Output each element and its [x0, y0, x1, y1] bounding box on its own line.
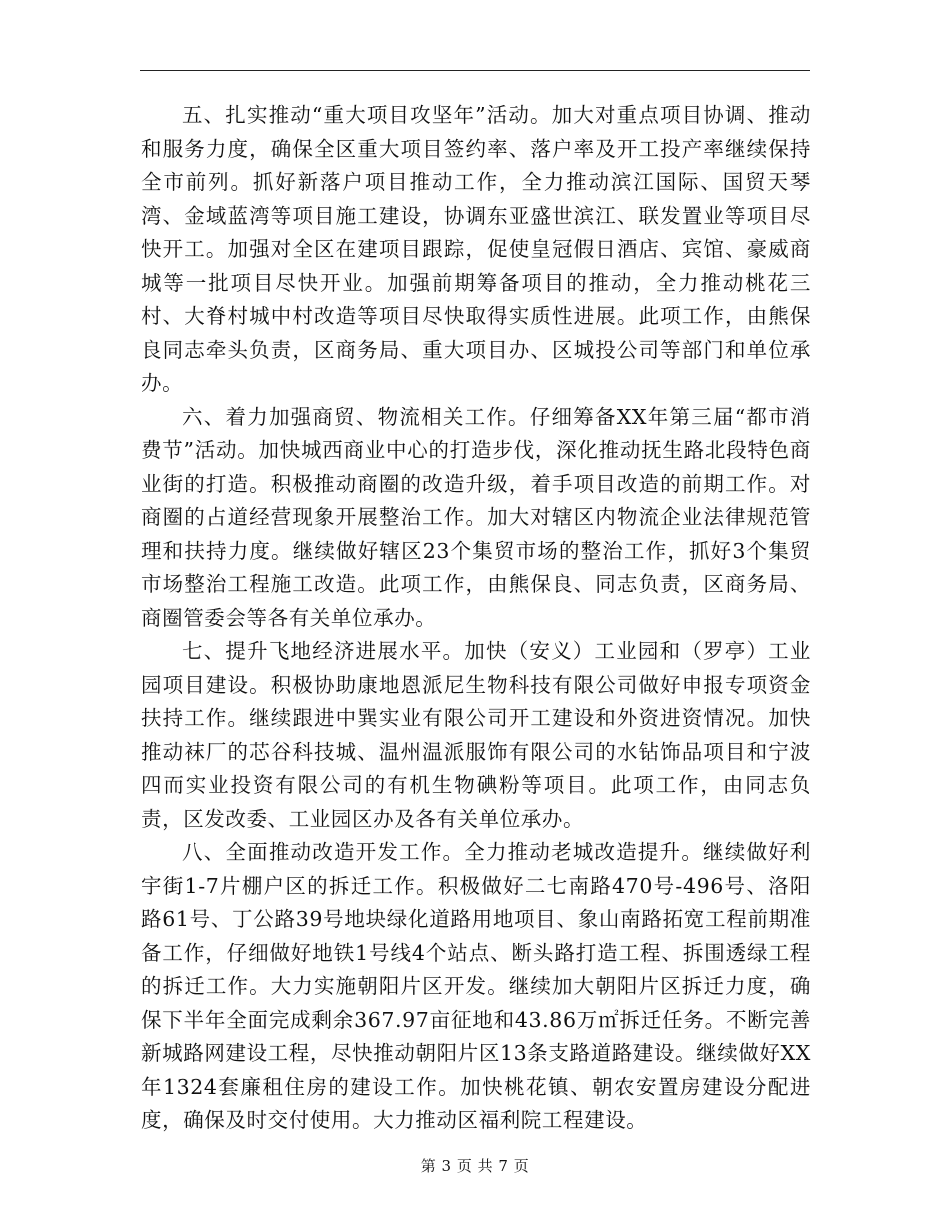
document-body	[141, 99, 811, 1138]
paragraph-7: 七、提升飞地经济进展水平。加快（安义）工业园和（罗亭）工业园项目建设。积极协助康地恩派尼生物科技有限公司做好申报专项资金扶持工作。继续跟进中巽实业有限公司开工建设和外资进资情况。加快推动袜厂的芯谷科技城、温州温派服饰有限公司的水钻饰品项目和宁波四而实业投资有限公司的有机生物碘粉等项目。此项工作，由同志负责，区发改委、工业园区办及各有关单位承办。	[141, 639, 811, 831]
page-number: 第 3 页 共 7 页	[420, 1157, 530, 1175]
page-footer	[0, 1155, 950, 1176]
header-rule	[140, 70, 810, 71]
paragraph-8: 八、全面推动改造开发工作。全力推动老城改造提升。继续做好利宇街1-7片棚户区的拆迁工作。积极做好二七南路470号-496号、洛阳路61号、丁公路39号地块绿化道路用地项目、象山南路拓宽工程前期准备工作，仔细做好地铁1号线4个站点、断头路打造工程、拆围透绿工程的拆迁工作。大力实施朝阳片区开发。继续加大朝阳片区拆迁力度，确保下半年全面完成剩余367.97亩征地和43.86万㎡拆迁任务。不断完善新城路网建设工程，尽快推动朝阳片区13条支路道路建设。继续做好XX年1324套廉租住房的建设工作。加快桃花镇、朝农安置房建设分配进度，确保及时交付使用。大力推动区福利院工程建设。	[141, 840, 811, 1132]
paragraph-5: 五、扎实推动“重大项目攻坚年”活动。加大对重点项目协调、推动和服务力度，确保全区重大项目签约率、落户率及开工投产率继续保持全市前列。抓好新落户项目推动工作，全力推动滨江国际、国贸天琴湾、金域蓝湾等项目施工建设，协调东亚盛世滨江、联发置业等项目尽快开工。加强对全区在建项目跟踪，促使皇冠假日酒店、宾馆、豪威商城等一批项目尽快开业。加强前期筹备项目的推动，全力推动桃花三村、大脊村城中村改造等项目尽快取得实质性进展。此项工作，由熊保良同志牵头负责，区商务局、重大项目办、区城投公司等部门和单位承办。	[141, 103, 811, 395]
paragraph-6: 六、着力加强商贸、物流相关工作。仔细筹备XX年第三届“都市消费节”活动。加快城西商业中心的打造步伐，深化推动抚生路北段特色商业街的打造。积极推动商圈的改造升级，着手项目改造的前期工作。对商圈的占道经营现象开展整治工作。加大对辖区内物流企业法律规范管理和扶持力度。继续做好辖区23个集贸市场的整治工作，抓好3个集贸市场整治工程施工改造。此项工作，由熊保良、同志负责，区商务局、商圈管委会等各有关单位承办。	[141, 404, 811, 630]
